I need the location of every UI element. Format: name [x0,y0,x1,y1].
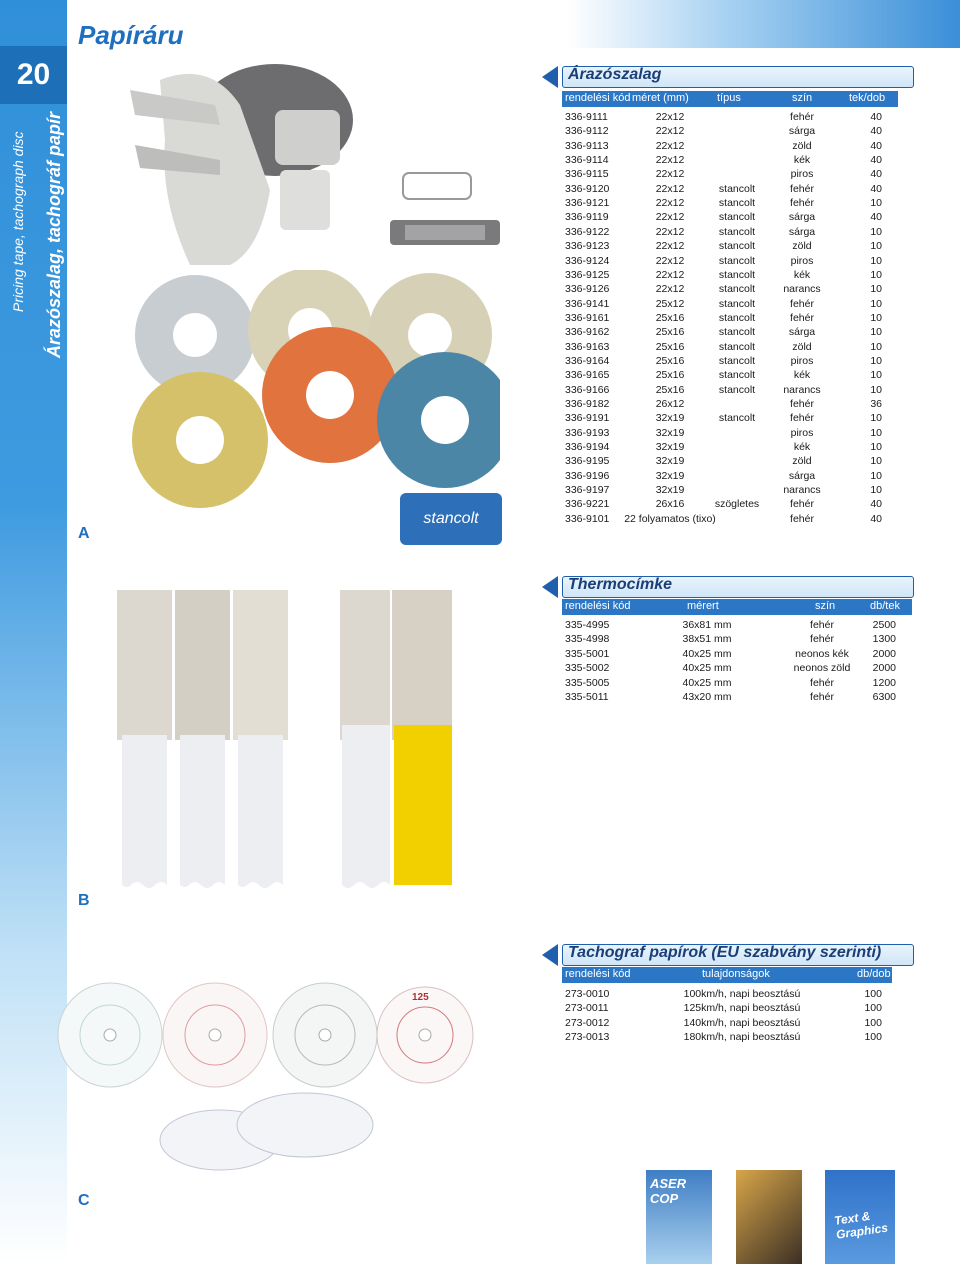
table-row [562,182,902,196]
cell-color: piros [790,426,814,439]
cell-code: 336-9119 [565,211,609,224]
cell-color: kék [793,369,811,382]
tachograf-column-header [562,967,892,983]
cell-type: stancolt [718,354,756,367]
cell-color: sárga [788,326,816,339]
table-row [562,632,902,646]
section-label-b: B [78,892,90,909]
cell-code: 336-9114 [565,154,609,167]
cell-size: 36x81 mm [682,619,732,631]
cell-size: 22x12 [655,211,685,224]
cell-color: fehér [810,633,834,646]
table-row [562,987,902,1001]
cell-color: zöld [792,455,812,468]
cell-code: 336-9124 [565,254,610,267]
cell-color: fehér [790,311,814,324]
book-cover-3 [825,1170,895,1264]
cell-code: 336-9165 [565,369,610,382]
cell-qty: 1200 [872,676,896,689]
cell-qty: 10 [870,283,882,296]
table-row [562,297,902,311]
table-row [562,282,902,296]
cell-color: kék [793,154,811,167]
cell-code: 335-5011 [565,691,609,703]
table-row [562,167,902,181]
table-row [562,340,902,354]
cell-qty: 2000 [872,662,896,675]
cell-qty: 40 [870,168,882,181]
table-row [562,618,902,632]
cell-qty: 100 [864,1031,882,1044]
cell-type: stancolt [718,240,756,253]
book-cover-1 [646,1170,712,1264]
cell-code: 336-9195 [565,455,610,468]
col-qty: tek/dob [849,92,886,104]
cell-color: narancs [783,484,821,497]
cell-size: 25x16 [655,369,685,382]
cell-size: 22x12 [655,154,685,167]
cell-qty: 10 [870,197,882,210]
cell-qty: 10 [870,383,882,396]
cell-qty: 10 [870,297,882,310]
cell-color: fehér [790,498,814,511]
cell-qty: 10 [870,455,882,468]
cell-code: 336-9193 [565,426,610,439]
cell-color: fehér [810,619,834,631]
cell-code: 336-9194 [565,441,610,454]
cell-size: 32x19 [655,426,685,439]
book-cover-2 [736,1170,802,1264]
cell-code: 336-9111 [565,111,608,123]
cell-color: kék [793,268,811,281]
cell-size: 22x12 [655,254,685,267]
cell-qty: 10 [870,268,882,281]
col-color: szín [792,92,813,104]
col-props: tulajdonságok [702,968,770,980]
cell-type: stancolt [718,197,756,210]
col-size: mérert [687,600,719,612]
cell-size: 40x25 mm [682,647,732,660]
table-row [562,239,902,253]
section-label-a: A [78,525,90,542]
cell-color: sárga [788,125,816,138]
cell-qty: 6300 [872,691,896,703]
cell-qty: 100 [864,988,882,1000]
cell-size: 22x12 [655,197,685,210]
cell-qty: 10 [870,484,882,497]
triangle-icon [542,576,558,598]
cell-size: 43x20 mm [682,691,732,703]
cell-color: neonos kék [795,647,849,660]
cell-color: narancs [783,283,821,296]
table-row [562,325,902,339]
table-row [562,454,902,468]
cell-color: fehér [810,691,834,703]
cell-code: 336-9221 [565,498,610,511]
cell-size: 32x19 [655,469,685,482]
cell-code: 336-9197 [565,484,610,497]
cell-color: fehér [790,197,814,210]
cell-qty: 10 [870,240,882,253]
cell-size: 32x19 [655,455,685,468]
cell-qty: 40 [870,139,882,152]
cell-type: stancolt [718,383,756,396]
cell-qty: 2500 [872,619,896,631]
cell-color: piros [790,354,814,367]
cell-type: stancolt [718,182,756,195]
cell-color: fehér [790,412,814,425]
arazoszalag-title: Árazószalag [568,66,662,83]
table-row [562,210,902,224]
cell-type: stancolt [718,283,756,296]
cell-code: 336-9125 [565,268,610,281]
cell-size: 22x12 [655,240,685,253]
disc-label: 125 [412,992,429,1003]
cell-color: neonos zöld [793,662,851,675]
cell-code: 335-4998 [565,633,610,646]
cell-size: 25x16 [655,326,685,339]
table-row [562,354,902,368]
cell-size: 22x12 [655,139,685,152]
cell-code: 273-0010 [565,988,610,1000]
cell-qty: 10 [870,354,882,367]
cell-code: 335-4995 [565,619,610,631]
triangle-icon [542,944,558,966]
thermocimke-column-header [562,599,912,615]
table-row [562,110,902,124]
cell-qty: 1300 [872,633,896,646]
cell-type: stancolt [718,369,756,382]
table-row [562,124,902,138]
cell-type: stancolt [718,297,756,310]
cell-code: 335-5001 [565,647,610,660]
cell-size: 25x16 [655,311,685,324]
cell-size: 25x16 [655,383,685,396]
cell-size: 38x51 mm [682,633,732,646]
cell-size: 26x12 [655,398,685,410]
cell-size: 22x12 [655,225,685,238]
cell-qty: 10 [870,369,882,382]
cell-size: 22x12 [655,268,685,281]
table-row [562,497,902,511]
cell-type: stancolt [718,311,756,324]
sidebar-subtitle: Pricing tape, tachograph disc [10,131,26,312]
ink-roller-image [385,210,505,255]
cell-code: 336-9121 [565,197,610,210]
cell-props: 180km/h, napi beosztású [683,1031,801,1044]
table-row [562,1016,902,1030]
cell-type: stancolt [718,268,756,281]
col-code: rendelési kód [565,600,631,612]
cell-size: 22x12 [655,283,685,296]
cell-color: fehér [790,398,814,410]
cell-color: fehér [810,676,834,689]
cell-size: 32x19 [655,441,685,454]
table-row [562,1001,902,1015]
cell-code: 336-9120 [565,182,610,195]
cell-qty: 10 [870,326,882,339]
table-row [562,196,902,210]
book-cover-1-label: ASER COP [650,1176,687,1206]
table-row [562,397,902,411]
cell-qty: 40 [870,512,882,525]
cell-code: 336-9166 [565,383,610,396]
cell-size: 26x16 [655,498,685,511]
cell-code: 336-9101 [565,512,610,525]
cell-code: 336-9164 [565,354,610,367]
table-row [562,676,902,690]
cell-code: 336-9161 [565,311,610,324]
cell-code: 336-9115 [565,168,609,181]
cell-color: narancs [783,383,821,396]
table-row [562,661,902,675]
header-gradient-band [567,0,960,48]
cell-color: sárga [788,469,816,482]
stancolt-sticker: stancolt [400,493,502,545]
cell-type: stancolt [718,254,756,267]
col-type: típus [717,92,741,104]
table-row [562,311,902,325]
cell-code: 336-9191 [565,412,610,425]
triangle-icon [542,66,558,88]
cell-props: 125km/h, napi beosztású [683,1002,801,1015]
page-title: Papíráru [78,20,184,50]
cell-code: 336-9162 [565,326,610,339]
cell-code: 273-0013 [565,1031,610,1044]
cell-color: kék [793,441,811,454]
cell-code: 336-9141 [565,297,610,310]
cell-color: piros [790,254,814,267]
cell-props: 140km/h, napi beosztású [683,1016,801,1029]
cell-size: 32x19 [655,412,685,425]
table-row [562,268,902,282]
cell-code: 336-9163 [565,340,610,353]
col-qty: db/dob [857,968,891,980]
cell-code: 336-9123 [565,240,610,253]
table-row [562,440,902,454]
table-row [562,647,902,661]
page-number: 20 [16,58,51,91]
cell-color: fehér [790,182,814,195]
section-label-c: C [78,1192,90,1209]
cell-qty: 10 [870,340,882,353]
cell-qty: 2000 [872,647,896,660]
cell-size: 25x16 [655,340,685,353]
cell-size: 25x16 [655,354,685,367]
cell-qty: 10 [870,311,882,324]
table-row [562,690,902,704]
cell-color: sárga [788,211,816,224]
cell-size: 22x12 [655,182,685,195]
cell-code: 336-9113 [565,139,609,152]
col-color: szín [815,600,836,612]
cell-qty: 100 [864,1016,882,1029]
cell-size: 40x25 mm [682,676,732,689]
table-row [562,383,902,397]
book-cover-3-label: Text & Graphics [833,1208,889,1242]
tachograf-title: Tachograf papírok (EU szabvány szerinti) [568,944,882,961]
cell-size: 22 folyamatos (tixo) [624,512,716,525]
cell-qty: 40 [870,211,882,224]
cell-code: 336-9112 [565,125,609,138]
cell-type: stancolt [718,225,756,238]
cell-color: zöld [792,340,812,353]
cell-qty: 40 [870,154,882,167]
thermo-label-rolls-image [112,585,462,890]
table-row [562,512,902,526]
table-row [562,469,902,483]
cell-color: zöld [792,240,812,253]
cell-code: 336-9182 [565,398,610,410]
cell-color: piros [790,168,814,181]
table-row [562,225,902,239]
cell-qty: 40 [870,125,882,138]
cell-color: fehér [790,297,814,310]
arazoszalag-column-header [562,91,898,107]
cell-qty: 40 [870,498,882,511]
cell-color: fehér [790,512,814,525]
cell-code: 336-9196 [565,469,610,482]
cell-size: 22x12 [655,111,685,123]
cell-color: sárga [788,225,816,238]
cell-code: 335-5002 [565,662,610,675]
table-row [562,254,902,268]
cell-qty: 36 [870,398,882,410]
label-sample-image [398,165,478,205]
cell-color: zöld [792,139,812,152]
cell-qty: 40 [870,182,882,195]
cell-code: 336-9126 [565,283,610,296]
table-row [562,1030,902,1044]
cell-type: stancolt [718,326,756,339]
cell-color: fehér [790,111,814,123]
cell-qty: 10 [870,412,882,425]
cell-size: 22x12 [655,125,685,138]
col-code: rendelési kód [565,92,631,104]
thermocimke-title: Thermocímke [568,576,673,593]
tachograph-discs-image [55,980,475,1180]
sidebar-heading: Árazószalag, tachográf papír [44,111,64,358]
cell-code: 273-0012 [565,1016,610,1029]
table-row [562,411,902,425]
cell-type: stancolt [718,412,756,425]
col-code: rendelési kód [565,968,631,980]
cell-qty: 10 [870,426,882,439]
table-row [562,139,902,153]
cell-qty: 10 [870,469,882,482]
col-size: méret (mm) [632,92,689,104]
table-row [562,368,902,382]
cell-type: stancolt [718,211,756,224]
cell-size: 40x25 mm [682,662,732,675]
cell-qty: 10 [870,441,882,454]
table-row [562,153,902,167]
cell-code: 336-9122 [565,225,610,238]
table-row [562,483,902,497]
cell-props: 100km/h, napi beosztású [683,988,801,1000]
cell-code: 335-5005 [565,676,610,689]
cell-qty: 10 [870,225,882,238]
col-qty: db/tek [870,600,900,612]
cell-type: szögletes [714,498,760,511]
cell-qty: 10 [870,254,882,267]
cell-qty: 100 [864,1002,882,1015]
cell-qty: 40 [870,111,882,123]
cell-type: stancolt [718,340,756,353]
cell-code: 273-0011 [565,1002,609,1015]
cell-size: 32x19 [655,484,685,497]
price-labeler-image [120,50,380,280]
cell-size: 22x12 [655,168,685,181]
table-row [562,426,902,440]
cell-size: 25x12 [655,297,685,310]
